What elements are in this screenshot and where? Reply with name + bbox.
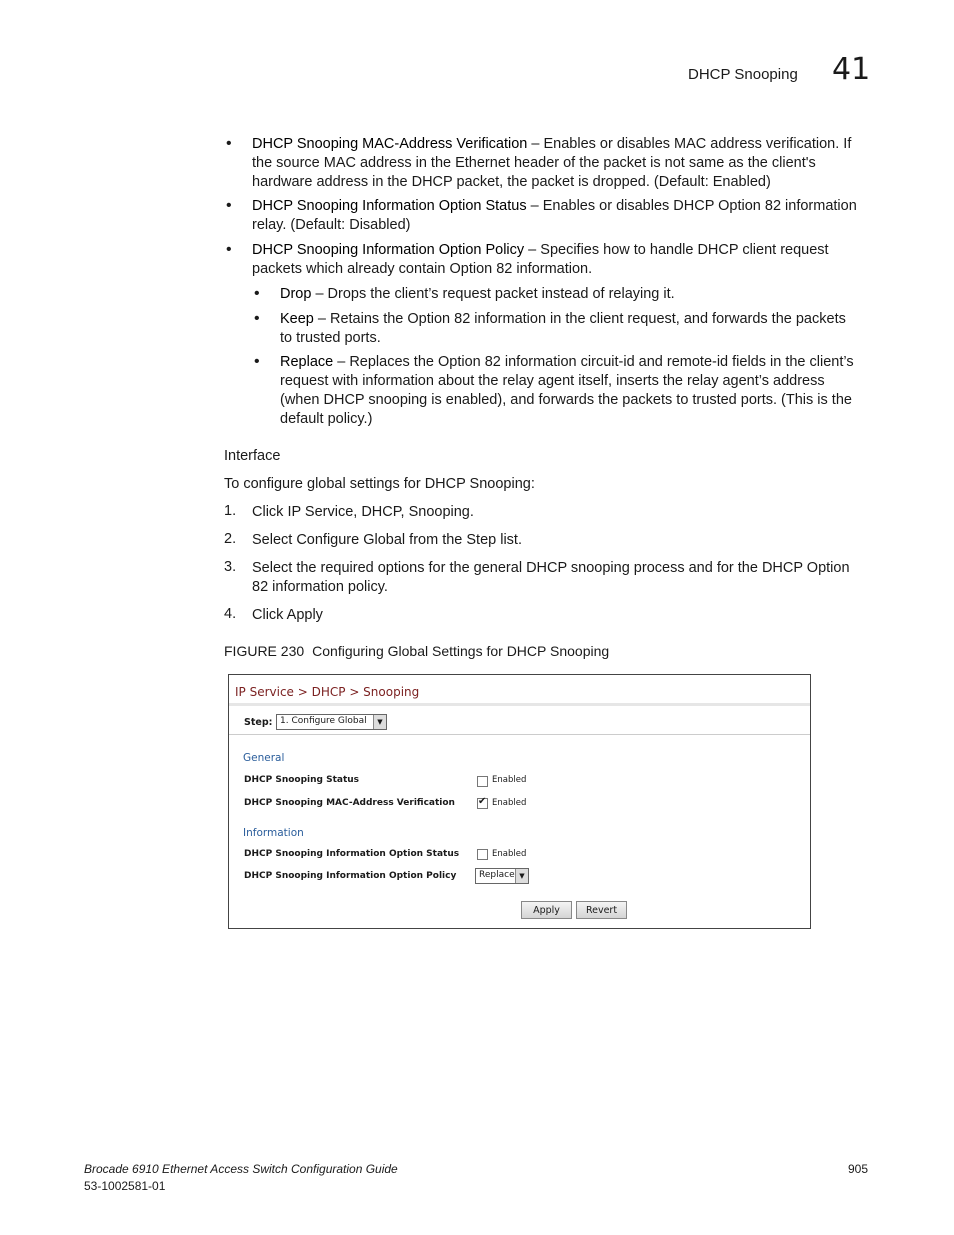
policy-select-value: Replace: [479, 870, 515, 880]
row-label: DHCP Snooping Information Option Policy: [244, 871, 457, 881]
step-text: Click Apply: [252, 607, 323, 623]
footer-guide-text: Brocade 6910 Ethernet Access Switch Configuration Guide: [84, 1162, 398, 1176]
bullet-text: hardware address in the DHCP packet, the packet is dropped. (Default: Enabled): [252, 174, 771, 190]
bullet-text: request with information about the relay agent itself, inserts the relay agent’s address: [280, 373, 825, 389]
bullet-term: DHCP Snooping Information Option Status: [252, 198, 527, 214]
bullet-dot-icon: •: [226, 197, 232, 214]
apply-button[interactable]: Apply: [521, 901, 572, 919]
bullet-text: default policy.): [280, 411, 373, 427]
bullet-dot-icon: •: [226, 135, 232, 152]
step-number: 2.: [224, 531, 237, 547]
footer-doc-number: 53-1002581-01: [84, 1179, 166, 1193]
dropdown-arrow-icon[interactable]: ▼: [373, 715, 386, 729]
step-text: Click IP Service, DHCP, Snooping.: [252, 504, 474, 520]
bullet-term: DHCP Snooping Information Option Policy: [252, 242, 525, 258]
bullet-text: – Drops the client’s request packet instead of relaying it.: [311, 286, 675, 302]
mac-verification-checkbox[interactable]: [477, 798, 488, 809]
interface-intro: To configure global settings for DHCP Snooping:: [224, 476, 535, 492]
subbullet-drop: [254, 285, 675, 304]
page-number: 905: [848, 1162, 869, 1176]
policy-select[interactable]: [475, 868, 529, 884]
bullet-text: (when DHCP snooping is enabled), and forwards the packets to trusted ports. (This is the: [280, 392, 852, 408]
bullet-text: the source MAC address in the Ethernet header of the packet is not same as the client's: [252, 155, 816, 171]
bullet-term: DHCP Snooping MAC-Address Verification: [252, 136, 528, 152]
bullet-term: Keep: [280, 311, 314, 327]
step-label: Step:: [244, 717, 273, 728]
general-heading: General: [243, 752, 285, 764]
bullet-text: – Retains the Option 82 information in the client request, and forwards the packets: [313, 311, 846, 327]
step-select[interactable]: [276, 714, 387, 730]
step-line: 82 information policy.: [252, 579, 388, 595]
bullet-text: relay. (Default: Disabled): [252, 217, 411, 233]
running-header: DHCP Snooping: [688, 66, 798, 83]
figure-title: Configuring Global Settings for DHCP Snooping: [312, 643, 610, 659]
step-line: Select the required options for the general DHCP snooping process and for the DHCP Option: [252, 560, 850, 576]
figure-label: FIGURE 230: [224, 643, 305, 659]
subbullet-replace: [254, 353, 854, 429]
divider: [229, 703, 810, 706]
figure-caption: [224, 643, 609, 659]
step-text: [252, 559, 850, 597]
checkmark-icon: ✔: [478, 796, 487, 807]
step-number: 1.: [224, 503, 237, 519]
bullet-info-status: [226, 197, 857, 235]
bullet-text: to trusted ports.: [280, 330, 381, 346]
bullet-text: – Replaces the Option 82 information circuit-id and remote-id fields in the client’s: [333, 354, 854, 370]
dropdown-arrow-icon[interactable]: ▼: [515, 869, 528, 883]
bullet-dot-icon: •: [254, 285, 260, 302]
step-number: 4.: [224, 606, 237, 622]
dhcp-snooping-screenshot: [228, 674, 811, 929]
checkbox-label: Enabled: [492, 798, 527, 808]
bullet-term: Drop: [280, 286, 312, 302]
bullet-term: Replace: [280, 354, 334, 370]
checkbox-label: Enabled: [492, 775, 527, 785]
bullet-dot-icon: •: [254, 310, 260, 327]
row-label: DHCP Snooping MAC-Address Verification: [244, 798, 455, 808]
bullet-dot-icon: •: [226, 241, 232, 258]
bullet-text: – Specifies how to handle DHCP client request: [524, 242, 829, 258]
chapter-number: 41: [832, 52, 871, 87]
snooping-status-checkbox[interactable]: [477, 776, 488, 787]
bullet-info-policy: [226, 241, 829, 279]
bullet-dot-icon: •: [254, 353, 260, 370]
info-option-status-checkbox[interactable]: [477, 849, 488, 860]
bullet-text: – Enables or disables DHCP Option 82 information: [526, 198, 857, 214]
bullet-text: packets which already contain Option 82 information.: [252, 261, 593, 277]
row-label: DHCP Snooping Status: [244, 775, 360, 785]
interface-heading: Interface: [224, 448, 281, 464]
checkbox-label: Enabled: [492, 849, 527, 859]
subbullet-keep: [254, 310, 846, 348]
footer-guide-title: [84, 1162, 398, 1176]
divider: [229, 734, 810, 735]
information-heading: Information: [243, 827, 304, 839]
bullet-text: – Enables or disables MAC address verification. If: [527, 136, 852, 152]
step-text: Select Configure Global from the Step list.: [252, 532, 522, 548]
bullet-mac-verification: [226, 135, 852, 192]
revert-button[interactable]: Revert: [576, 901, 627, 919]
step-select-value: 1. Configure Global: [280, 716, 367, 726]
row-label: DHCP Snooping Information Option Status: [244, 849, 460, 859]
breadcrumb[interactable]: IP Service > DHCP > Snooping: [235, 685, 420, 699]
step-number: 3.: [224, 559, 237, 575]
